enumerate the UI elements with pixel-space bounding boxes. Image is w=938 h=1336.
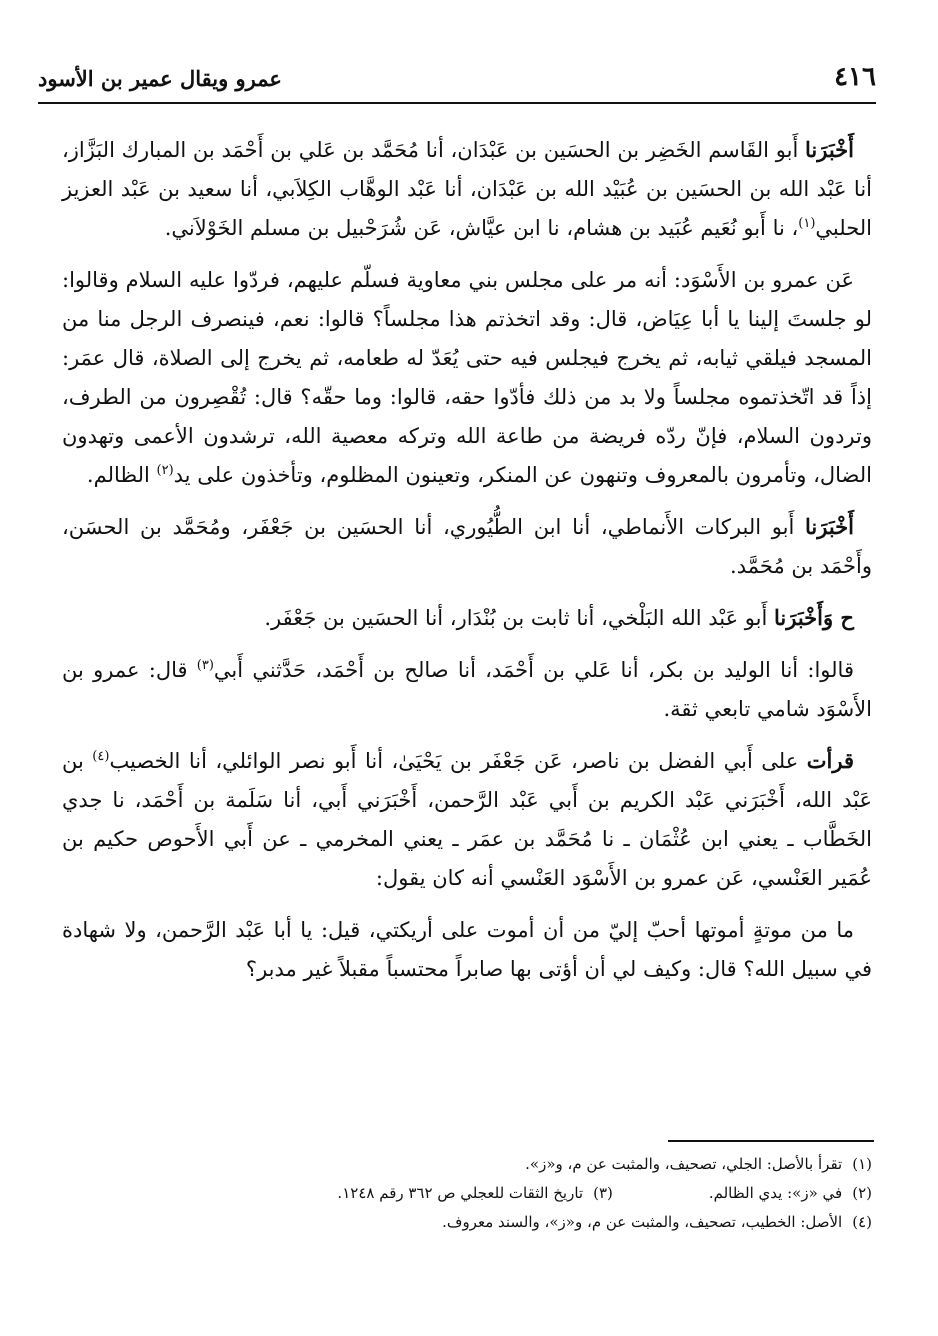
footnote-number: (٤) [852,1213,872,1231]
paragraph-narration-3 [62,910,872,989]
footnote-number: (٢) [852,1184,872,1202]
paragraph-isnad-3 [62,598,872,638]
footnote-3 [337,1184,612,1202]
main-text [62,130,872,1001]
footnote-text: الأصل: الخطيب، تصحيف، والمثبت عن م، و«ز»، والسند معروف. [442,1213,843,1231]
paragraph-text: عَن عمرو بن الأَسْوَد: أنه مر على مجلس بني معاوية فسلّم عليهم، فردّوا عليه السلام وقالوا: لو جلستَ إلينا يا أبا عِيَاض، قال: وقد اتخذتم هذا مجلساً؟ قالوا: نعم، فينصرف الرجل منا من المسجد فيلقي ثيابه، ثم يخرج فيجلس فيه حتى يُعَدّ له طعامه، ثم يخرج إلى الصلاة، قال عمَر: إذاً قد اتّخذتموه مجلساً ولا بد من ذلك فأدّوا حقه، قالوا: وما حقّه؟ قال: تُقْصِرون من الطرف، وتردون السلام، فإنّ ردّه فريضة من طاعة الله وتركه معصية الله، ترشدون الأعمى وتهدون الضال، وتأمرون بالمعروف وتنهون عن المنكر، وتعينون المظلوم، وتأخذون على يد [62,268,872,487]
footnotes [140,1150,872,1237]
footnote-ref-1[interactable]: (١) [798,216,816,231]
paragraph-tail: الظالم. [86,463,157,487]
footnote-number: (١) [852,1155,872,1173]
paragraph-lead: ح وَأَخْبَرَنا [774,605,854,630]
footnote-4 [140,1208,872,1237]
footnote-1 [140,1150,872,1179]
paragraph-narration-1 [62,260,872,495]
paragraph-tail: ، نا أَبو نُعَيم عُبَيد بن هشام، نا ابن عيَّاش، عَن شُرَحْبيل بن مسلم الخَوْلاَني. [164,216,799,240]
page-number: ٤١٦ [834,62,876,92]
footnote-ref-3[interactable]: (٣) [196,658,214,673]
paragraph-lead: قرأت [806,748,854,773]
paragraph-tail: قال: عمرو بن الأَسْوَد شامي تابعي ثقة. [62,658,872,721]
paragraph-lead: أَخْبَرَنا [805,137,854,162]
paragraph-isnad-1 [62,130,872,248]
paragraph-narration-2 [62,650,872,729]
footnote-ref-4[interactable]: (٤) [92,749,110,764]
footnote-separator [668,1140,874,1142]
paragraph-text: على أَبي الفضل بن ناصر، عَن جَعْفَر بن يَحْيَىٰ، أنا أَبو نصر الوائلي، أنا الخصيب [109,749,807,773]
footnote-text: تاريخ الثقات للعجلي ص ٣٦٢ رقم ١٢٤٨. [337,1184,584,1202]
footnote-2 [709,1184,872,1202]
running-title: عمرو ويقال عمير بن الأسود [38,66,282,91]
footnote-row-2-3 [140,1179,872,1208]
footnote-ref-2[interactable]: (٢) [156,463,174,478]
paragraph-lead: أَخْبَرَنا [805,514,854,539]
footnote-text: تقرأ بالأصل: الجلي، تصحيف، والمثبت عن م، و«ز». [525,1155,843,1173]
paragraph-text: ما من موتةٍ أموتها أحبّ إليّ من أن أموت على أريكتي، قيل: يا أبا عَبْد الرَّحمن، ولا شهادة في سبيل الله؟ قال: وكيف لي أن أؤتى بها صابراً محتسباً مقبلاً غير مدبر؟ [62,918,872,981]
paragraph-isnad-2 [62,507,872,586]
header-rule [38,102,876,104]
footnote-number: (٣) [593,1184,613,1202]
paragraph-text: أَبو القَاسم الخَضِر بن الحسَين بن عَبْدَان، أنا مُحَمَّد بن عَلي بن أَحْمَد بن المبارك البَزَّاز، أنا عَبْد الله بن الحسَين بن عُبَيْد الله بن عَبْدَان، أنا عَبْد الوهَّاب الكِلاَبي، أنا سعيد بن عَبْد العزيز الحلبي [62,138,872,240]
paragraph-text: قالوا: أنا الوليد بن بكر، أنا عَلي بن أَحْمَد، أنا صالح بن أَحْمَد، حَدَّثني أَبي [213,658,854,682]
footnote-text: في «ز»: يدي الظالم. [708,1184,843,1202]
page-header [38,58,876,110]
paragraph-isnad-4 [62,741,872,898]
paragraph-text: أَبو البركات الأَنماطي، أنا ابن الطُّيُوري، أنا الحسَين بن جَعْفَر، ومُحَمَّد بن الحسَن، وأَحْمَد بن مُحَمَّد. [62,515,872,578]
paragraph-text: أَبو عَبْد الله البَلْخي، أنا ثابت بن بُنْدَار، أنا الحسَين بن جَعْفَر. [264,606,774,630]
paragraph-tail: بن عَبْد الله، أَخْبَرَني عَبْد الكريم بن أَبي عَبْد الرَّحمن، أَخْبَرَني أَبي، أنا سَلَمة بن أَحْمَد، نا جدي الخَطَّاب ـ يعني ابن عُثْمَان ـ نا مُحَمَّد بن عمَر ـ يعني المخرمي ـ عن أَبي الأَحوص حكيم بن عُمَير العَنْسي، عَن عمرو بن الأَسْوَد العَنْسي أنه كان يقول: [62,749,872,890]
